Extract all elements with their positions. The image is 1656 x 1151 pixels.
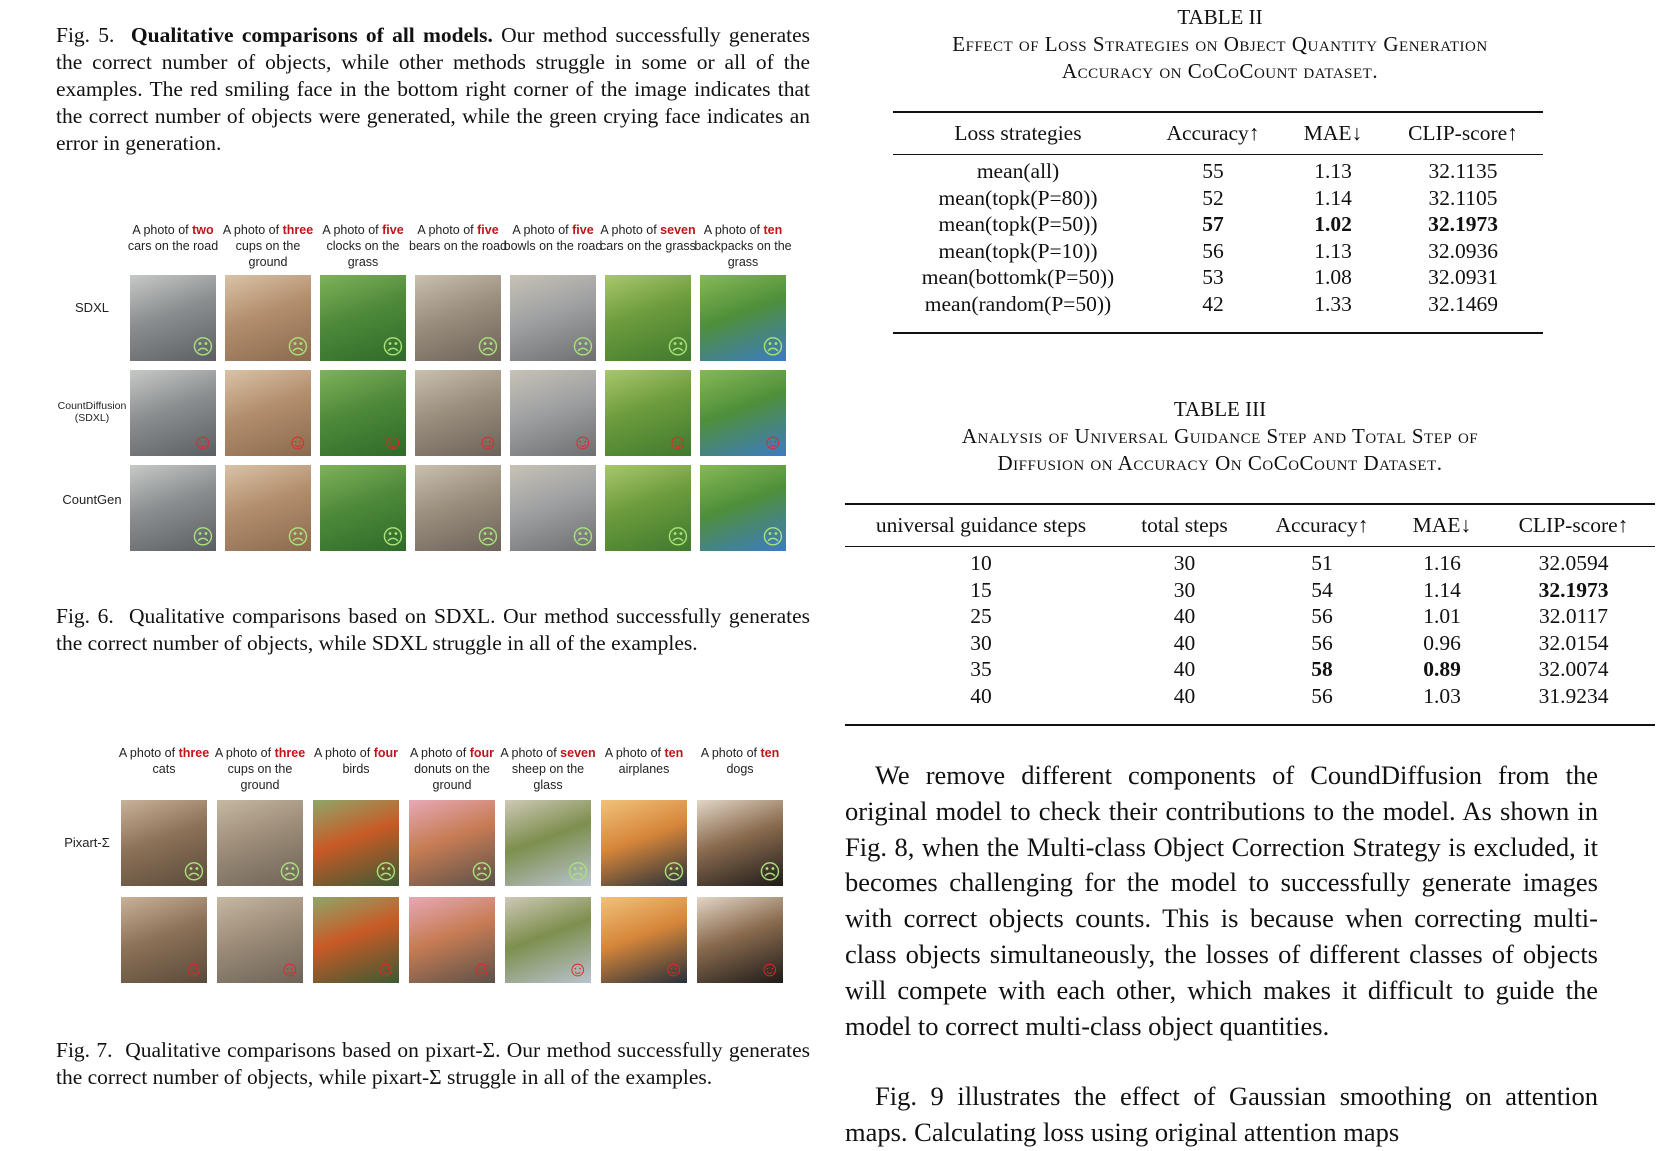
table2-cell: 32.1973 xyxy=(1428,212,1498,236)
prompt-label xyxy=(305,745,407,777)
prompt-count-word: three xyxy=(178,746,210,760)
table3-cell: 35 xyxy=(970,657,992,681)
table3-cell: 32.0117 xyxy=(1538,604,1609,628)
prompt-prefix: A photo of xyxy=(600,223,657,237)
smiling-face-icon: ☺ xyxy=(762,431,784,454)
crying-face-icon: ☹ xyxy=(567,861,589,884)
table2-cell: 1.33 xyxy=(1314,291,1352,316)
table2-bottom-rule xyxy=(893,332,1543,334)
prompt-suffix: sheep on the glass xyxy=(511,762,585,792)
table3-header-row xyxy=(845,505,1655,544)
table2-row xyxy=(893,152,1543,185)
fig7-label: Fig. 7. xyxy=(56,1038,113,1062)
generated-image xyxy=(601,897,687,983)
table3-cell: 54 xyxy=(1311,577,1333,602)
prompt-prefix: A photo of xyxy=(604,746,662,760)
generated-image xyxy=(225,465,311,551)
prompt-label xyxy=(209,745,311,793)
table3-label: TABLE III xyxy=(1173,397,1267,421)
generated-image xyxy=(510,370,596,456)
generated-image xyxy=(415,275,501,361)
prompt-suffix: cats xyxy=(152,762,176,776)
prompt-count-word: ten xyxy=(760,746,780,760)
table2-cell: 32.1469 xyxy=(1428,291,1498,316)
table3-title-line2: Diffusion on Accuracy On CoCoCount Dataset. xyxy=(997,451,1443,475)
prompt-suffix: birds xyxy=(342,762,370,776)
prompt-suffix: clocks on the grass xyxy=(326,239,400,269)
prompt-label xyxy=(401,745,503,793)
generated-image xyxy=(130,370,216,456)
prompt-suffix: backpacks on the grass xyxy=(694,239,792,269)
prompt-prefix: A photo of xyxy=(417,223,474,237)
crying-face-icon: ☹ xyxy=(477,336,499,359)
prompt-label xyxy=(217,222,319,270)
crying-face-icon: ☹ xyxy=(572,526,594,549)
generated-image xyxy=(700,465,786,551)
table3 xyxy=(845,505,1655,709)
table3-cell: 32.1973 xyxy=(1538,577,1609,602)
generated-image xyxy=(605,465,691,551)
table2-cell: 57 xyxy=(1202,212,1224,236)
table3-cell: 40 xyxy=(1173,657,1196,681)
body-paragraph-2: Fig. 9 illustrates the effect of Gaussian smoothing on attention maps. Calculating loss using original attention maps xyxy=(845,1081,1598,1147)
table3-col-header: universal guidance steps xyxy=(875,513,1087,537)
table2-cell: mean(topk(P=10)) xyxy=(938,238,1098,263)
prompt-count-word: four xyxy=(373,746,399,760)
crying-face-icon: ☹ xyxy=(287,336,309,359)
generated-image xyxy=(601,800,687,886)
model-row-label: CountDiffusion (SDXL) xyxy=(57,400,127,424)
prompt-label xyxy=(689,745,791,777)
generated-image xyxy=(130,465,216,551)
crying-face-icon: ☹ xyxy=(192,526,214,549)
generated-image xyxy=(505,800,591,886)
crying-face-icon: ☹ xyxy=(183,861,205,884)
table2-cell: 42 xyxy=(1202,291,1224,316)
prompt-prefix: A photo of xyxy=(700,746,758,760)
table2-row xyxy=(893,238,1543,265)
generated-image xyxy=(697,897,783,983)
table3-cell: 40 xyxy=(970,683,992,708)
crying-face-icon: ☹ xyxy=(375,861,397,884)
prompt-label xyxy=(597,222,699,254)
prompt-count-word: two xyxy=(192,223,214,237)
generated-image xyxy=(505,897,591,983)
table3-cell: 58 xyxy=(1311,657,1333,681)
table2-cell: 56 xyxy=(1202,238,1224,263)
table3-cell: 25 xyxy=(970,604,992,628)
prompt-prefix: A photo of xyxy=(322,223,379,237)
table2-cell: 32.1135 xyxy=(1428,159,1498,183)
prompt-prefix: A photo of xyxy=(500,746,557,760)
generated-image xyxy=(409,800,495,886)
table3-col-header: Accuracy↑ xyxy=(1275,513,1369,537)
crying-face-icon: ☹ xyxy=(572,336,594,359)
table3-col-header: total steps xyxy=(1141,513,1228,537)
table3-cell: 31.9234 xyxy=(1538,683,1609,708)
smiling-face-icon: ☺ xyxy=(667,431,689,454)
table2-header-row xyxy=(893,113,1543,152)
fig7-caption xyxy=(56,1037,810,1091)
table3-row xyxy=(845,603,1655,630)
prompt-suffix: cups on the ground xyxy=(235,239,301,269)
table3-cell: 1.16 xyxy=(1423,551,1461,575)
prompt-prefix: A photo of xyxy=(512,223,569,237)
fig7-image-grid xyxy=(56,745,816,990)
generated-image xyxy=(130,275,216,361)
table2 xyxy=(893,113,1543,317)
table2-col-header: Accuracy↑ xyxy=(1166,121,1260,145)
prompt-count-word: ten xyxy=(664,746,684,760)
prompt-count-word: four xyxy=(469,746,495,760)
table2-cell: 1.14 xyxy=(1314,185,1352,210)
smiling-face-icon: ☺ xyxy=(183,958,205,981)
table2-col-header: MAE↓ xyxy=(1303,121,1363,145)
prompt-suffix: cars on the road xyxy=(127,239,219,253)
generated-image xyxy=(700,275,786,361)
crying-face-icon: ☹ xyxy=(279,861,301,884)
prompt-suffix: dogs xyxy=(726,762,754,776)
prompt-count-word: three xyxy=(274,746,306,760)
smiling-face-icon: ☺ xyxy=(471,958,493,981)
smiling-face-icon: ☺ xyxy=(287,431,309,454)
generated-image xyxy=(121,800,207,886)
crying-face-icon: ☹ xyxy=(382,336,404,359)
prompt-count-word: five xyxy=(477,223,499,237)
table2-cell: 32.1105 xyxy=(1428,185,1498,210)
prompt-count-word: three xyxy=(282,223,314,237)
table3-cell: 30 xyxy=(1173,577,1196,602)
generated-image xyxy=(415,465,501,551)
fig5-title: Qualitative comparisons of all models. xyxy=(130,23,493,47)
generated-image xyxy=(700,370,786,456)
prompt-label xyxy=(407,222,509,254)
table3-cell: 15 xyxy=(970,577,992,602)
generated-image xyxy=(225,370,311,456)
table2-row xyxy=(893,264,1543,291)
table2-cell: 32.0936 xyxy=(1428,238,1498,263)
table3-col-header: MAE↓ xyxy=(1412,513,1472,537)
smiling-face-icon: ☺ xyxy=(572,431,594,454)
table3-col-header: CLIP-score↑ xyxy=(1518,513,1629,537)
table3-cell: 1.01 xyxy=(1423,604,1461,628)
table2-cell: mean(all) xyxy=(976,159,1060,183)
prompt-prefix: A photo of xyxy=(214,746,272,760)
crying-face-icon: ☹ xyxy=(192,336,214,359)
generated-image xyxy=(697,800,783,886)
smiling-face-icon: ☺ xyxy=(192,431,214,454)
fig7-text: Qualitative comparisons based on pixart-Σ. Our method successfully generates the correct number of objects, while pixart-Σ struggle in all of the examples. xyxy=(56,1038,810,1089)
table2-cell: 1.13 xyxy=(1314,159,1352,183)
prompt-label xyxy=(497,745,599,793)
prompt-prefix: A photo of xyxy=(118,746,176,760)
prompt-suffix: bears on the road xyxy=(409,239,507,253)
prompt-prefix: A photo of xyxy=(409,746,467,760)
crying-face-icon: ☹ xyxy=(471,861,493,884)
fig6-image-grid xyxy=(56,220,816,555)
table2-cell: 1.13 xyxy=(1314,238,1352,263)
generated-image xyxy=(313,800,399,886)
table2-row xyxy=(893,185,1543,212)
table2-cell: 55 xyxy=(1202,159,1224,183)
table3-row xyxy=(845,577,1655,604)
prompt-label xyxy=(122,222,224,254)
crying-face-icon: ☹ xyxy=(759,861,781,884)
table2-cell: 32.0931 xyxy=(1428,265,1498,289)
table2-cell: mean(bottomk(P=50)) xyxy=(921,265,1115,289)
prompt-label xyxy=(113,745,215,777)
table2-row xyxy=(893,211,1543,238)
prompt-suffix: airplanes xyxy=(618,762,670,776)
crying-face-icon: ☹ xyxy=(667,336,689,359)
fig5-label: Fig. 5. xyxy=(56,23,115,47)
prompt-count-word: seven xyxy=(560,746,596,760)
table3-row xyxy=(845,683,1655,710)
prompt-suffix: cups on the ground xyxy=(227,762,293,792)
table3-cell: 1.03 xyxy=(1423,683,1461,708)
generated-image xyxy=(313,897,399,983)
table3-cell: 10 xyxy=(970,551,992,575)
table3-cell: 0.89 xyxy=(1423,657,1461,681)
table2-col-header: CLIP-score↑ xyxy=(1408,121,1518,145)
table3-cell: 40 xyxy=(1173,630,1196,655)
crying-face-icon: ☹ xyxy=(762,526,784,549)
table3-cell: 32.0594 xyxy=(1538,551,1609,575)
generated-image xyxy=(320,370,406,456)
prompt-label xyxy=(593,745,695,777)
table2-col-header: Loss strategies xyxy=(954,121,1082,145)
fig6-label: Fig. 6. xyxy=(56,604,114,628)
prompt-suffix: bowls on the road xyxy=(503,239,603,253)
body-paragraph-1: We remove different components of CoundDiffusion from the original model to check their contributions to the model. As shown in Fig. 8, when the Multi-class Object Correction Strategy is excluded, it becomes challenging for the model to successfully generate images with correct objects counts. This is because when correcting multi-class objects simultaneously, the losses of different classes of objects will compete with each other, which makes it difficult to guide the model to correct multi-class object quantities. xyxy=(845,760,1598,1041)
prompt-prefix: A photo of xyxy=(222,223,280,237)
crying-face-icon: ☹ xyxy=(477,526,499,549)
table3-cell: 30 xyxy=(1173,551,1196,575)
prompt-count-word: five xyxy=(572,223,594,237)
smiling-face-icon: ☺ xyxy=(477,431,499,454)
table2-cell: 52 xyxy=(1202,185,1224,210)
fig5-caption xyxy=(56,22,810,157)
prompt-count-word: ten xyxy=(763,223,783,237)
prompt-count-word: five xyxy=(382,223,404,237)
generated-image xyxy=(225,275,311,361)
generated-image xyxy=(409,897,495,983)
generated-image xyxy=(510,275,596,361)
table3-cell: 40 xyxy=(1173,604,1196,628)
prompt-label xyxy=(502,222,604,254)
generated-image xyxy=(217,800,303,886)
generated-image xyxy=(320,465,406,551)
table2-cell: 53 xyxy=(1202,265,1224,289)
fig5-text: Our method successfully generates the correct number of objects, while other methods struggle in some or all of the examples. The red smiling face in the bottom right corner of the image indicates that the correct number of objects were generated, while the green crying face indicates an error in generation. xyxy=(56,23,811,155)
prompt-prefix: A photo of xyxy=(132,223,189,237)
table3-cell: 30 xyxy=(970,630,992,655)
crying-face-icon: ☹ xyxy=(287,526,309,549)
generated-image xyxy=(217,897,303,983)
fig6-text: Qualitative comparisons based on SDXL. Our method successfully generates the correct number of objects, while SDXL struggle in all of the examples. xyxy=(56,604,811,655)
prompt-suffix: donuts on the ground xyxy=(414,762,490,792)
model-row-label: CountGen xyxy=(62,492,122,507)
table3-row xyxy=(845,656,1655,683)
generated-image xyxy=(320,275,406,361)
generated-image xyxy=(121,897,207,983)
smiling-face-icon: ☺ xyxy=(663,958,685,981)
model-row-label: Pixart-Σ xyxy=(64,835,110,850)
table3-cell: 0.96 xyxy=(1423,630,1461,655)
table2-label: TABLE II xyxy=(1177,5,1263,29)
table2-cell: mean(topk(P=50)) xyxy=(938,212,1098,236)
crying-face-icon: ☹ xyxy=(382,526,404,549)
table3-row xyxy=(845,544,1655,577)
table3-row xyxy=(845,630,1655,657)
table2-title-line1: Effect of Loss Strategies on Object Quantity Generation xyxy=(952,32,1488,56)
prompt-prefix: A photo of xyxy=(313,746,371,760)
prompt-label xyxy=(692,222,794,270)
table2-cell: mean(topk(P=80)) xyxy=(938,185,1098,210)
generated-image xyxy=(415,370,501,456)
table3-cell: 40 xyxy=(1173,683,1196,708)
table3-cell: 56 xyxy=(1311,630,1333,655)
table3-cell: 56 xyxy=(1311,604,1333,628)
table3-cell: 1.14 xyxy=(1423,577,1461,602)
generated-image xyxy=(605,370,691,456)
table2-cell: 1.02 xyxy=(1314,212,1352,236)
table3-bottom-rule xyxy=(845,724,1655,726)
table2-cell: mean(random(P=50)) xyxy=(924,291,1112,316)
table3-title-line1: Analysis of Universal Guidance Step and Total Step of xyxy=(961,424,1479,448)
crying-face-icon: ☹ xyxy=(663,861,685,884)
table2-row xyxy=(893,291,1543,318)
smiling-face-icon: ☺ xyxy=(382,431,404,454)
table2-title-line2: Accuracy on CoCoCount dataset. xyxy=(1061,59,1379,83)
smiling-face-icon: ☺ xyxy=(567,958,589,981)
prompt-suffix: cars on the grass xyxy=(600,239,696,253)
smiling-face-icon: ☺ xyxy=(759,958,781,981)
table2-cell: 1.08 xyxy=(1314,265,1352,289)
prompt-count-word: seven xyxy=(660,223,696,237)
crying-face-icon: ☹ xyxy=(762,336,784,359)
crying-face-icon: ☹ xyxy=(667,526,689,549)
prompt-prefix: A photo of xyxy=(703,223,761,237)
generated-image xyxy=(510,465,596,551)
prompt-label xyxy=(312,222,414,270)
table3-cell: 32.0074 xyxy=(1538,657,1609,681)
smiling-face-icon: ☺ xyxy=(375,958,397,981)
fig6-caption xyxy=(56,603,810,657)
table3-cell: 56 xyxy=(1311,683,1333,708)
generated-image xyxy=(605,275,691,361)
model-row-label: SDXL xyxy=(75,300,109,315)
smiling-face-icon: ☺ xyxy=(279,958,301,981)
table3-cell: 32.0154 xyxy=(1538,630,1609,655)
table3-cell: 51 xyxy=(1311,551,1333,575)
